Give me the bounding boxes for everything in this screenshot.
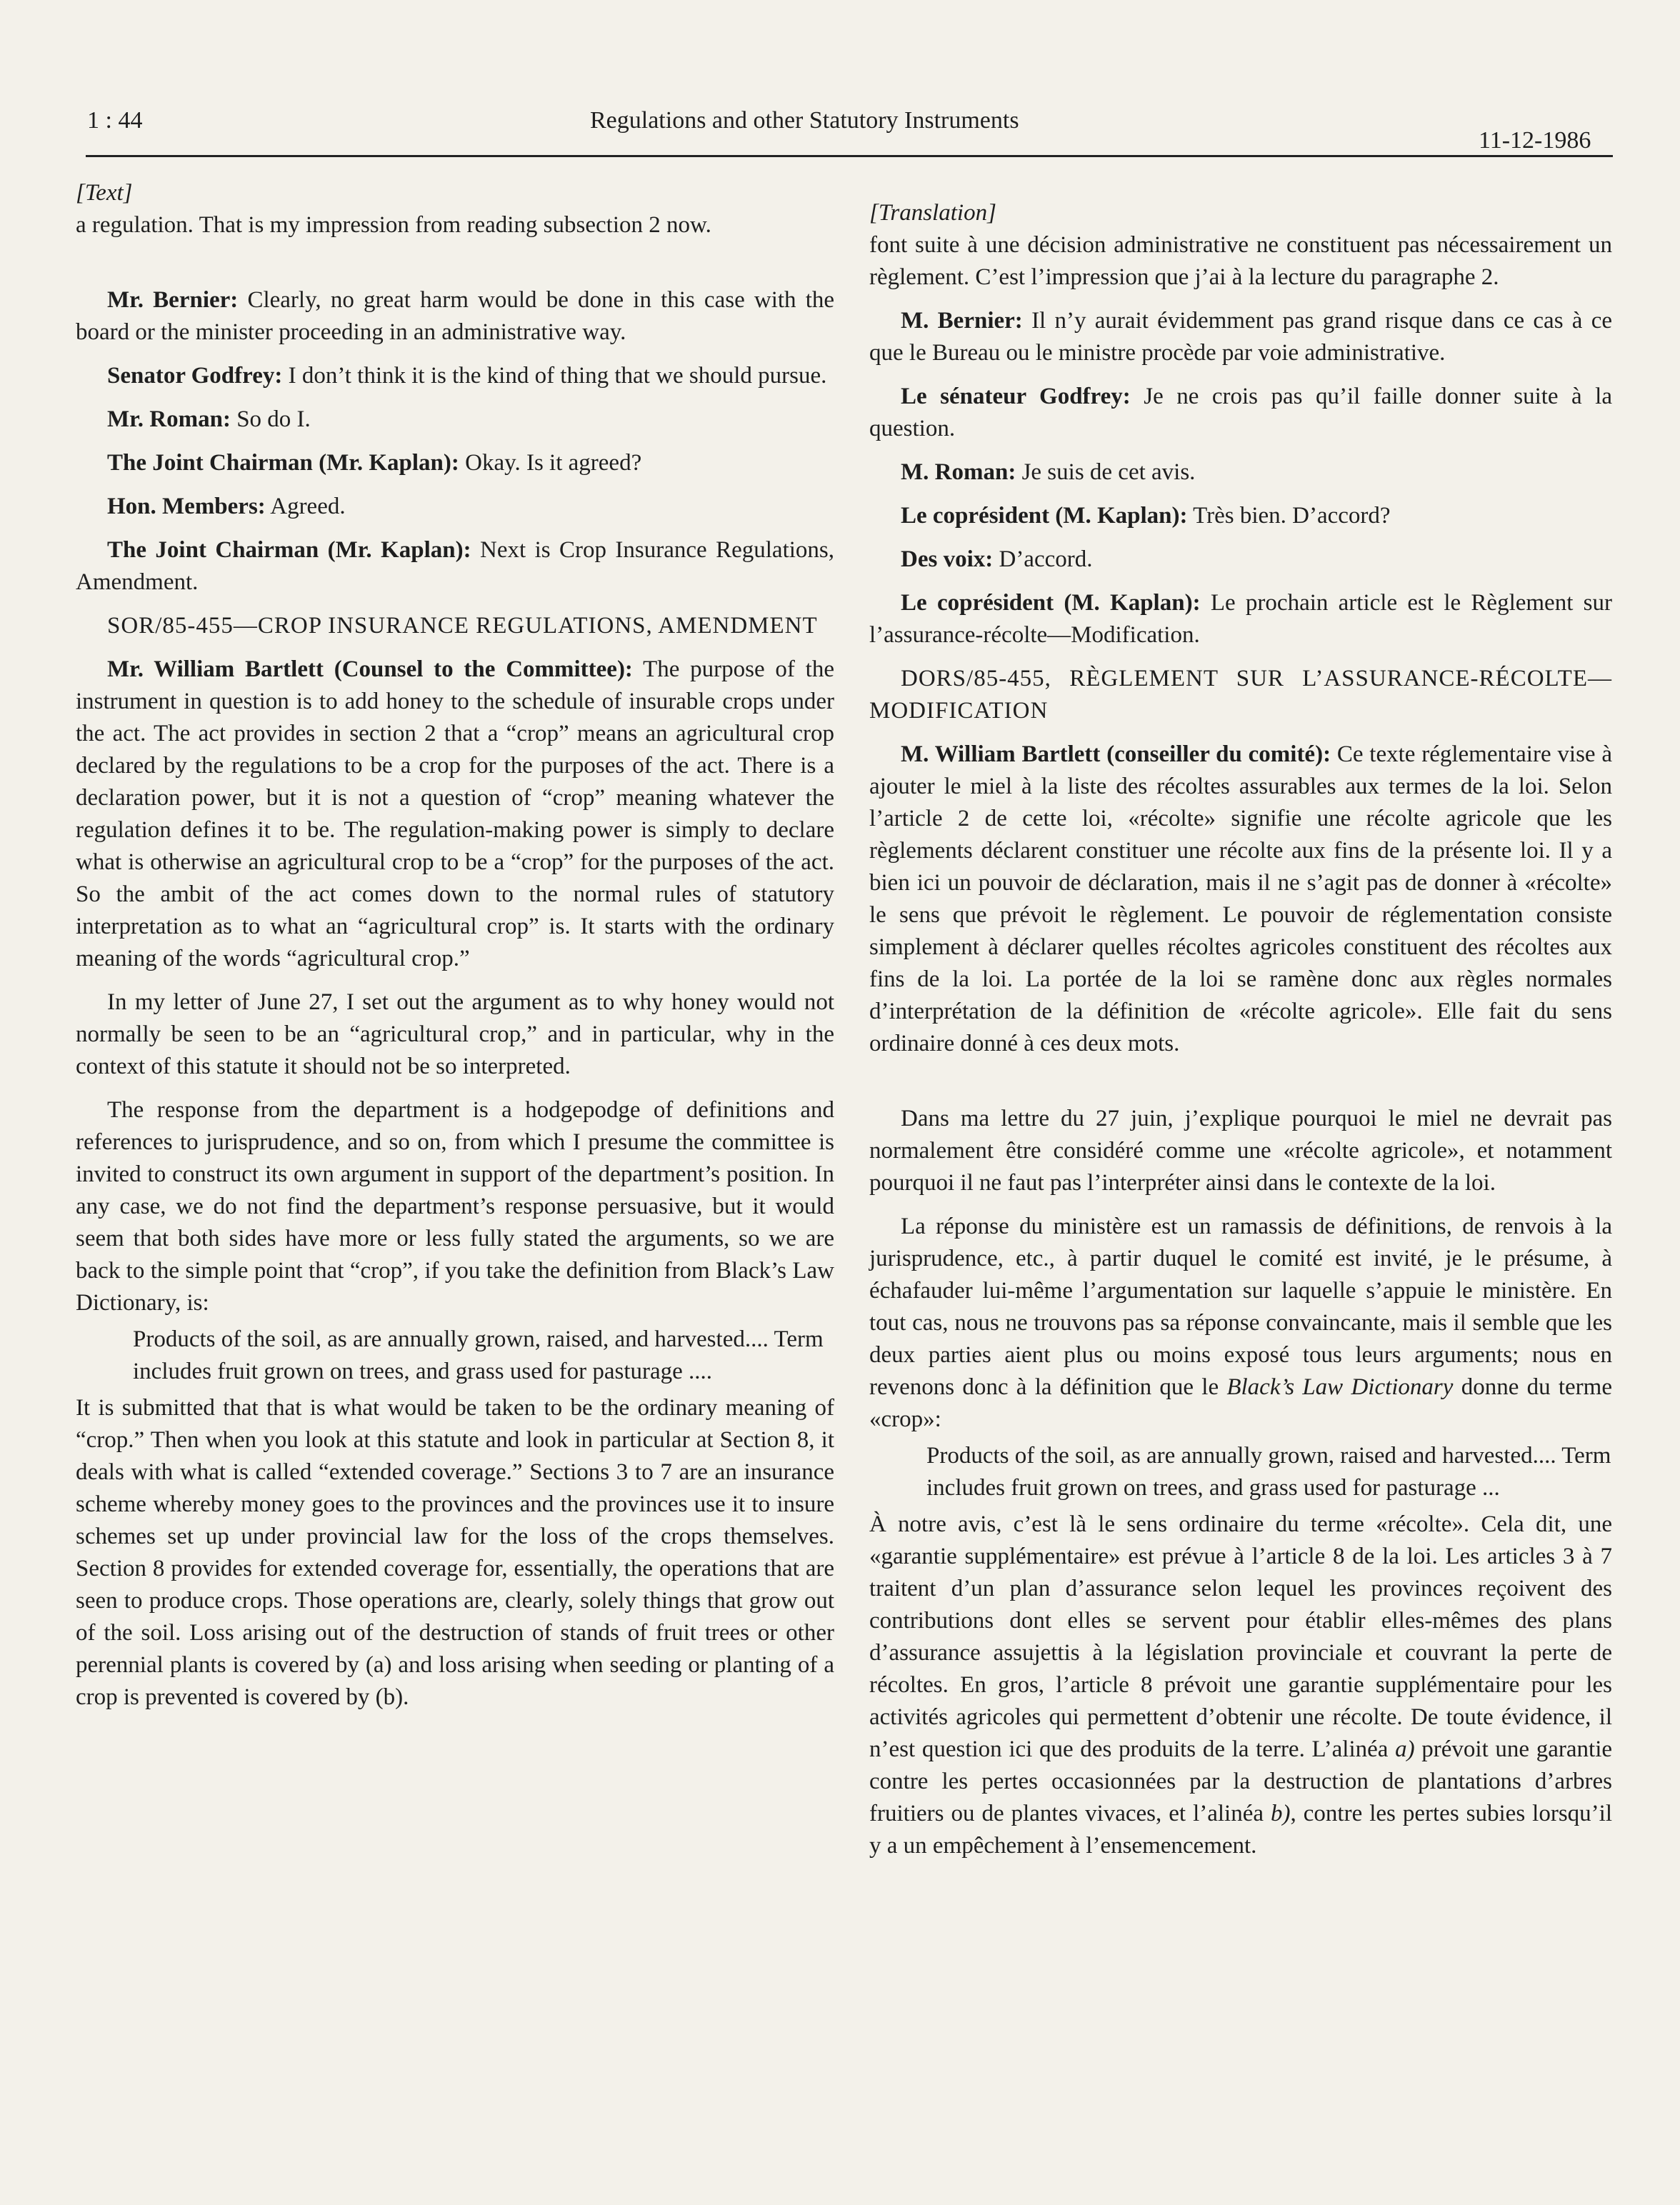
block-quote: Products of the soil, as are annually grown, raised, and harvested.... Term includes fruit grown on trees, and grass used for pasturage .... [133, 1326, 824, 1384]
speech-paragraph [76, 447, 834, 479]
speaker-name: Senator Godfrey: [107, 363, 283, 389]
paragraph [869, 1509, 1612, 1862]
page-number: 1 : 44 [87, 107, 143, 134]
speech-paragraph [869, 381, 1612, 445]
speech-text: Je ne crois pas qu’il faille donner suite à la question. [869, 384, 1612, 441]
clause-label: a) [1395, 1736, 1415, 1762]
speaker-name: Mr. Bernier: [107, 287, 239, 313]
speaker-name: Le coprésident (M. Kaplan): [901, 590, 1201, 616]
paragraph-text: prévoit une garantie contre les pertes occasionnées par la destruction de plantations d’arbres fruitiers ou de plantes vivaces, et l’alinéa [869, 1736, 1613, 1826]
paragraph: font suite à une décision administrative ne constituent pas nécessairement un règlement. C’est l’impression que j’ai à la lecture du paragraphe 2. [869, 232, 1612, 290]
speech-text: Next is Crop Insurance Regulations, Amendment. [76, 537, 835, 595]
running-title: Regulations and other Statutory Instruments [590, 107, 1019, 134]
translation-marker: [Translation] [869, 200, 996, 226]
header-rule [86, 155, 1613, 157]
paragraph: a regulation. That is my impression from reading subsection 2 now. [76, 212, 711, 238]
speaker-name: Mr. William Bartlett (Counsel to the Committee): [107, 656, 633, 682]
speech-text: Agreed. [270, 494, 346, 519]
speech-paragraph [869, 500, 1612, 532]
speech-paragraph [76, 654, 834, 975]
speech-text: Je suis de cet avis. [1021, 459, 1196, 485]
paragraph: The response from the department is a hodgepodge of definitions and references to jurisprudence, and so on, from which I presume the committee is invited to construct its own argument in support of the department’s position. In any case, we do not find the department’s response persuasive, but it would seem that both sides have more or less fully stated the arguments, so we are back to the simple point that “crop”, if you take the definition from Black’s Law Dictionary, is: [76, 1097, 834, 1316]
text-marker: [Text] [76, 180, 133, 206]
speaker-name: Le coprésident (M. Kaplan): [901, 503, 1188, 529]
paragraph-text: La réponse du ministère est un ramassis de définitions, de renvois à la jurisprudence, etc., à partir duquel le comité est invité, je le présume, à échafauder lui-même l’argumentation sur laquelle s’appuie le ministère. En tout cas, nous ne trouvons pas sa réponse convaincante, mais il semble que les deux parties aient plus ou moins exposé tous leurs arguments; nous en revenons donc à la définition que le [869, 1214, 1612, 1400]
speech-text: D’accord. [999, 546, 1093, 572]
speech-text: Ce texte réglementaire vise à ajouter le miel à la liste des récoltes assurables aux termes de la loi. Selon l’article 2 de cette loi, «récolte» signifie une récolte agricole que les règlements déclarent constituer une récolte aux fins de la présente loi. Il y a bien ici un pouvoir de déclaration, mais il ne s’agit pas de donner à «récolte» le sens que prévoit le règlement. Le pouvoir de réglementation consiste simplement à déclarer quelles récoltes agricoles constituent des récoltes aux fins de la loi. La portée de la loi se ramène donc aux règles normales d’interprétation de la définition de «récolte agricole». Elle fait du sens ordinaire donné à ces deux mots. [869, 741, 1612, 1056]
speaker-name: Mr. Roman: [107, 406, 231, 432]
speech-text: The purpose of the instrument in question is to add honey to the schedule of insurable crops under the act. The act provides in section 2 that a “crop” means an agricultural crop declared by the regulations to be a crop for the purposes of the act. There is a declaration power, but it is not a question of “crop” meaning whatever the regulation defines it to be. The regulation-making power is simply to declare what is otherwise an agricultural crop to be a “crop” for the purposes of the act. So the ambit of the act comes down to the normal rules of statutory interpretation as to what an “agricultural crop” is. It starts with the ordinary meaning of the words “agricultural crop.” [76, 656, 834, 971]
paragraph-text: donne du terme «crop»: [869, 1374, 1612, 1432]
paragraph [869, 1211, 1612, 1436]
speech-paragraph [869, 456, 1612, 489]
speech-text: I don’t think it is the kind of thing that we should pursue. [288, 363, 827, 389]
paragraph: It is submitted that that is what would be taken to be the ordinary meaning of “crop.” Then when you look at this statute and look in particular at Section 8, it deals with what is called “extended coverage.” Sections 3 to 7 are an insurance scheme whereby money goes to the provinces and the provinces use it to insure schemes set up under provincial law for the loss of the crops themselves. Section 8 provides for extended coverage for, essentially, the operations that are seen to produce crops. Those operations are, clearly, solely things that grow out of the soil. Loss arising out of the destruction of stands of fruit trees or other perennial plants is covered by (a) and loss arising when seeding or planting of a crop is prevented is covered by (b). [76, 1395, 834, 1710]
speaker-name: The Joint Chairman (Mr. Kaplan): [107, 537, 471, 563]
dictionary-title: Black’s Law Dictionary [1226, 1374, 1454, 1400]
speech-paragraph [869, 305, 1612, 369]
speaker-name: Le sénateur Godfrey: [901, 384, 1131, 409]
paragraph: Dans ma lettre du 27 juin, j’explique pourquoi le miel ne devrait pas normalement être considéré comme une «récolte agricole», et notamment pourquoi il ne faut pas l’interpréter ainsi dans le contexte de la loi. [869, 1106, 1612, 1196]
speech-text: Très bien. D’accord? [1193, 503, 1391, 529]
speech-paragraph [869, 587, 1612, 651]
speaker-name: The Joint Chairman (Mr. Kaplan): [107, 450, 459, 476]
header-date: 11-12-1986 [1479, 127, 1591, 154]
speech-text: Clearly, no great harm would be done in this case with the board or the minister proceeding in an administrative way. [76, 287, 835, 345]
section-heading: SOR/85-455—CROP INSURANCE REGULATIONS, AMENDMENT [107, 613, 818, 639]
clause-label: b) [1271, 1801, 1291, 1826]
speech-text: Il n’y aurait évidemment pas grand risque dans ce cas à ce que le Bureau ou le ministre procède par voie administrative. [869, 308, 1613, 366]
speaker-name: Hon. Members: [107, 494, 266, 519]
speech-paragraph [869, 544, 1612, 576]
speech-paragraph [869, 739, 1612, 1060]
section-heading: DORS/85-455, RÈGLEMENT SUR L’ASSURANCE-RÉCOLTE—MODIFICATION [869, 666, 1612, 724]
paragraph-text: À notre avis, c’est là le sens ordinaire du terme «récolte». Cela dit, une «garantie supplémentaire» est prévue à l’article 8 de la loi. Les articles 3 à 7 traitent d’un plan d’assurance selon lequel les provinces reçoivent des contributions dont elles se servent pour établir elles-mêmes des plans d’assurance assujettis à la législation provinciale et couvrant la perte de récoltes. En gros, l’article 8 prévoit une garantie supplémentaire pour les activités agricoles qui permettent d’obtenir une récolte. De toute évidence, il n’est question ici que des produits de la terre. L’alinéa [869, 1511, 1612, 1762]
speech-paragraph [76, 284, 834, 349]
block-quote: Products of the soil, as are annually grown, raised and harvested.... Term includes fruit grown on trees, and grass used for pasturage ... [926, 1443, 1611, 1501]
speaker-name: M. Roman: [901, 459, 1016, 485]
english-column [76, 177, 834, 1714]
speech-paragraph [76, 404, 834, 436]
speech-paragraph [76, 534, 834, 599]
speech-paragraph [76, 491, 834, 523]
speaker-name: M. William Bartlett (conseiller du comité): [901, 741, 1331, 767]
paragraph-text: , contre les pertes subies lorsqu’il y a un empêchement à l’ensemencement. [869, 1801, 1612, 1859]
speech-paragraph [76, 360, 834, 392]
speech-text: So do I. [236, 406, 311, 432]
speaker-name: M. Bernier: [901, 308, 1023, 334]
speech-text: Okay. Is it agreed? [465, 450, 642, 476]
french-column [869, 177, 1612, 1862]
paragraph: In my letter of June 27, I set out the argument as to why honey would not normally be seen to be an “agricultural crop,” and in particular, why in the context of this statute it should not be so interpreted. [76, 989, 834, 1079]
speech-text: Le prochain article est le Règlement sur l’assurance-récolte—Modification. [869, 590, 1612, 648]
speaker-name: Des voix: [901, 546, 994, 572]
